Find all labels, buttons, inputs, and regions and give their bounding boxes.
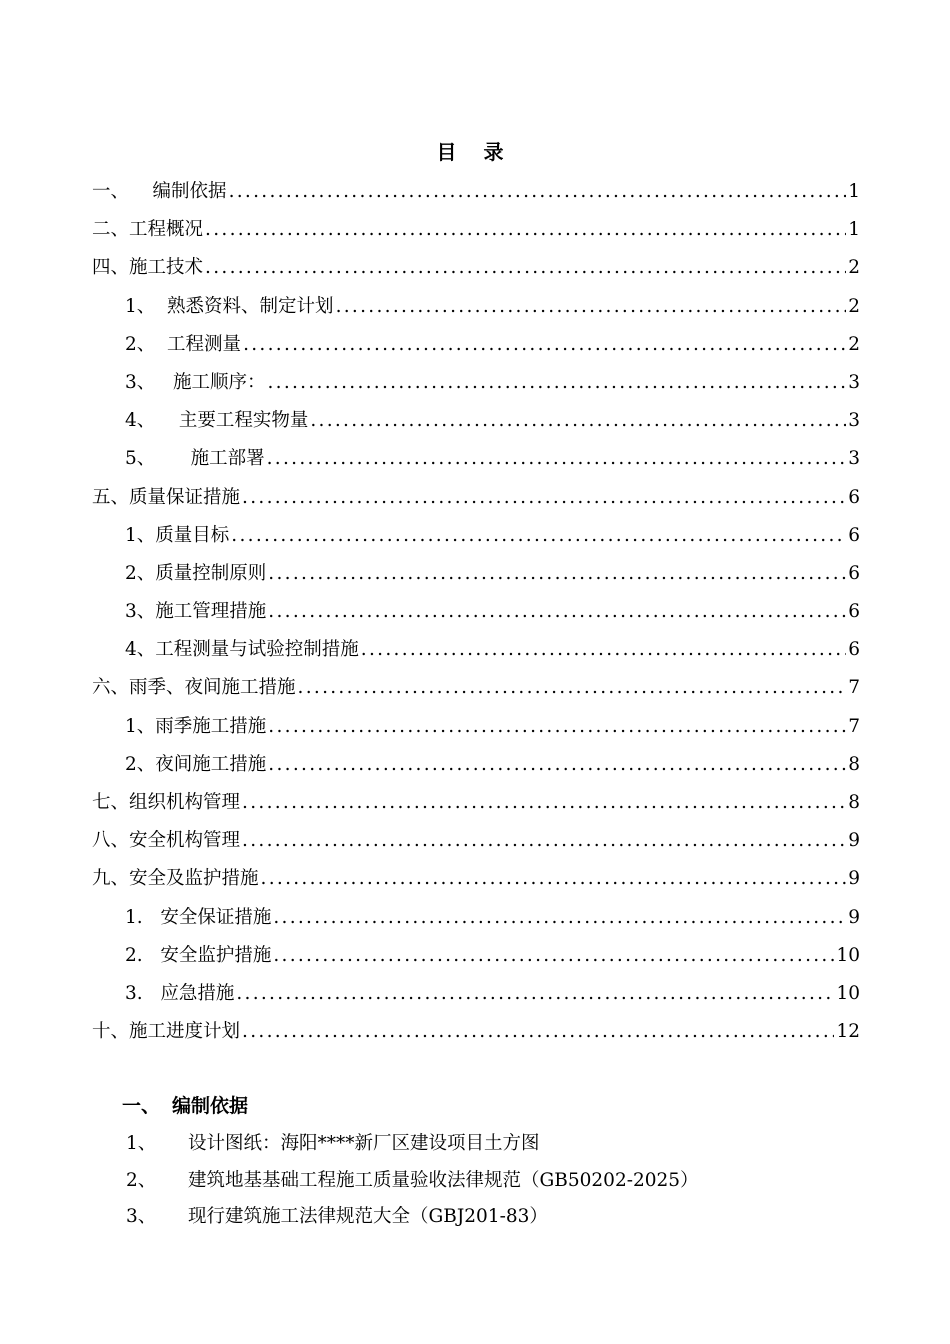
toc-entry[interactable] [92, 443, 860, 481]
toc-entry-label: 工程测量与试验控制措施 [155, 639, 359, 661]
toc-entry[interactable] [92, 558, 860, 596]
toc-entry[interactable] [92, 749, 860, 787]
toc-entry-page: 6 [848, 524, 860, 546]
toc-entry-number: 四、 [92, 257, 130, 279]
toc-entry-gap [155, 296, 167, 317]
toc-entry-page: 7 [848, 677, 860, 699]
toc-entry-page: 3 [848, 448, 860, 470]
toc-leader-dots [231, 520, 846, 552]
toc-entry-label: 组织机构管理 [129, 792, 241, 813]
toc-entry[interactable] [92, 176, 860, 214]
list-item-number: 2、 [126, 1169, 157, 1191]
list-item-number: 1、 [126, 1133, 157, 1154]
toc-entry[interactable] [92, 940, 860, 978]
toc-leader-dots [242, 787, 846, 819]
toc-entry-number: 一、 [92, 181, 130, 202]
toc-entry-title [129, 252, 203, 284]
toc-entry-title [155, 596, 266, 628]
toc-entry-label: 施工管理措施 [155, 601, 267, 623]
toc-entry[interactable] [92, 787, 860, 825]
toc-entry-label: 雨季施工措施 [155, 715, 267, 737]
toc-entry[interactable] [92, 634, 860, 672]
toc-entry-page: 3 [848, 410, 860, 432]
section-title: 编制依据 [172, 1095, 249, 1117]
toc-leader-dots [310, 405, 846, 437]
toc-entry-page: 1 [848, 219, 860, 241]
toc-entry-title [143, 902, 272, 934]
toc-entry[interactable] [92, 672, 860, 710]
toc-entry-number: 3、 [125, 601, 156, 623]
toc-entry-number: 1、 [125, 295, 156, 317]
toc-entry-label: 雨季、夜间施工措施 [129, 677, 296, 699]
toc-entry-number: 十、 [92, 1021, 130, 1043]
toc-entry-gap [129, 181, 153, 202]
toc-entry-number: 2、 [125, 333, 156, 355]
toc-entry-page: 9 [848, 906, 860, 928]
toc-entry-page: 12 [836, 1021, 860, 1043]
toc-leader-dots [361, 634, 846, 666]
toc-leader-dots [236, 978, 834, 1010]
toc-leader-dots [268, 711, 846, 743]
toc-entry[interactable] [92, 596, 860, 634]
toc-leader-dots [261, 863, 847, 895]
toc-entry-title [155, 405, 308, 437]
toc-entry-label: 夜间施工措施 [155, 753, 267, 775]
section-number: 一、 [122, 1095, 161, 1117]
toc-entry-number: 2、 [125, 753, 156, 775]
toc-leader-dots [205, 214, 846, 246]
toc-entry[interactable] [92, 978, 860, 1016]
toc-entry-page: 6 [848, 639, 860, 661]
toc-entry-page: 2 [848, 257, 860, 279]
toc-entry-page: 6 [848, 486, 860, 508]
toc-entry[interactable] [92, 1016, 860, 1054]
toc-entry[interactable] [92, 291, 860, 329]
toc-entry-gap [155, 334, 167, 355]
toc-entry-label: 施工技术 [129, 257, 204, 279]
toc-entry[interactable] [92, 405, 860, 443]
section-heading [122, 1092, 248, 1120]
toc-entry-page: 6 [848, 601, 860, 623]
table-of-contents [92, 176, 860, 1054]
toc-entry-page: 10 [836, 944, 860, 966]
toc-leader-dots [336, 291, 847, 323]
toc-entry-label: 质量控制原则 [155, 562, 267, 584]
toc-leader-dots [273, 902, 846, 934]
toc-entry-number: 2. [125, 944, 143, 966]
toc-entry-number: 3、 [125, 371, 156, 393]
toc-entry-title [129, 787, 240, 819]
toc-leader-dots [242, 1016, 834, 1048]
toc-entry-number: 5、 [125, 448, 156, 470]
toc-entry-page: 10 [836, 982, 860, 1004]
toc-entry-title [143, 940, 272, 972]
toc-entry-number: 二、 [92, 219, 130, 241]
toc-entry-page: 6 [848, 562, 860, 584]
toc-entry-page: 9 [848, 868, 860, 890]
toc-entry-title [155, 291, 333, 323]
toc-entry-title [129, 672, 296, 704]
toc-entry[interactable] [92, 902, 860, 940]
toc-entry-page: 3 [848, 371, 860, 393]
toc-entry-number: 九、 [92, 868, 130, 890]
toc-entry-gap [155, 448, 190, 469]
toc-entry-title [155, 711, 266, 743]
toc-entry-label: 熟悉资料、制定计划 [167, 295, 334, 317]
toc-entry-label: 施工进度计划 [129, 1021, 241, 1043]
list-item-text: 现行建筑施工法律规范大全（GBJ201-83） [188, 1206, 548, 1227]
toc-leader-dots [273, 940, 834, 972]
toc-entry-label: 主要工程实物量 [178, 410, 309, 432]
toc-entry-number: 3. [125, 982, 143, 1004]
toc-leader-dots [268, 596, 846, 628]
toc-entry-page: 7 [848, 715, 860, 737]
toc-entry[interactable] [92, 520, 860, 558]
toc-entry-label: 施工部署 [190, 448, 265, 470]
toc-entry-number: 八、 [92, 830, 130, 852]
toc-entry-title [155, 749, 266, 781]
toc-entry-page: 2 [848, 295, 860, 317]
toc-entry-label: 应急措施 [160, 982, 235, 1004]
toc-entry-title [155, 329, 241, 361]
toc-entry-title [155, 367, 265, 399]
toc-entry-number: 1、 [125, 715, 156, 737]
toc-entry-title [129, 176, 227, 208]
toc-entry-title [155, 520, 229, 552]
toc-entry-title [155, 558, 266, 590]
toc-entry-title [129, 863, 259, 895]
toc-entry[interactable] [92, 825, 860, 863]
toc-leader-dots [229, 176, 847, 208]
toc-entry[interactable] [92, 711, 860, 749]
list-item-text: 建筑地基基础工程施工质量验收法律规范（GB50202-2025） [188, 1169, 699, 1191]
toc-leader-dots [205, 252, 846, 284]
toc-entry-title [129, 1016, 240, 1048]
toc-leader-dots [242, 482, 846, 514]
toc-leader-dots [268, 749, 846, 781]
list-item [126, 1128, 699, 1165]
list-item [126, 1165, 699, 1202]
toc-entry-page: 1 [848, 181, 860, 202]
toc-entry-label: 安全及监护措施 [129, 868, 259, 890]
toc-entry[interactable] [92, 367, 860, 405]
list-item-number: 3、 [126, 1206, 157, 1227]
toc-entry-title [129, 825, 240, 857]
toc-entry-number: 4、 [125, 410, 156, 432]
toc-entry-number: 4、 [125, 639, 156, 661]
toc-entry-title [155, 443, 264, 475]
toc-entry-number: 七、 [92, 792, 130, 813]
toc-entry-gap [155, 410, 179, 431]
toc-entry-gap [155, 372, 173, 393]
toc-entry-label: 质量保证措施 [129, 486, 241, 508]
toc-entry-gap [143, 983, 161, 1004]
toc-leader-dots [298, 672, 847, 704]
reference-list [126, 1128, 699, 1238]
toc-entry-number: 1、 [125, 524, 156, 546]
toc-entry-page: 9 [848, 830, 860, 852]
toc-entry[interactable] [92, 214, 860, 252]
toc-entry-label: 安全保证措施 [160, 906, 272, 928]
toc-entry-label: 编制依据 [152, 181, 227, 202]
toc-entry-gap [143, 945, 161, 966]
toc-leader-dots [267, 367, 846, 399]
toc-leader-dots [267, 443, 847, 475]
toc-entry-label: 质量目标 [155, 524, 230, 546]
toc-entry-number: 2、 [125, 562, 156, 584]
list-item [126, 1201, 699, 1238]
toc-entry-number: 五、 [92, 486, 130, 508]
toc-entry-label: 安全监护措施 [160, 944, 272, 966]
toc-title: 目 录 [436, 140, 514, 164]
toc-entry-label: 安全机构管理 [129, 830, 241, 852]
list-item-text: 设计图纸：海阳****新厂区建设项目土方图 [188, 1133, 540, 1154]
toc-entry-page: 8 [848, 753, 860, 775]
toc-entry-title [129, 482, 240, 514]
toc-entry-title [143, 978, 235, 1010]
toc-leader-dots [268, 558, 846, 590]
toc-leader-dots [242, 825, 846, 857]
toc-entry-gap [143, 907, 161, 928]
toc-entry[interactable] [92, 863, 860, 901]
toc-entry[interactable] [92, 482, 860, 520]
toc-entry-label: 工程测量 [167, 333, 242, 355]
toc-entry-label: 施工顺序： [172, 371, 266, 393]
toc-entry[interactable] [92, 252, 860, 290]
toc-leader-dots [243, 329, 846, 361]
toc-entry-title [129, 214, 203, 246]
toc-entry-page: 8 [848, 792, 860, 813]
toc-entry[interactable] [92, 329, 860, 367]
toc-entry-number: 1. [125, 906, 143, 928]
toc-entry-number: 六、 [92, 677, 130, 699]
toc-entry-page: 2 [848, 333, 860, 355]
toc-entry-title [155, 634, 359, 666]
toc-entry-label: 工程概况 [129, 219, 204, 241]
